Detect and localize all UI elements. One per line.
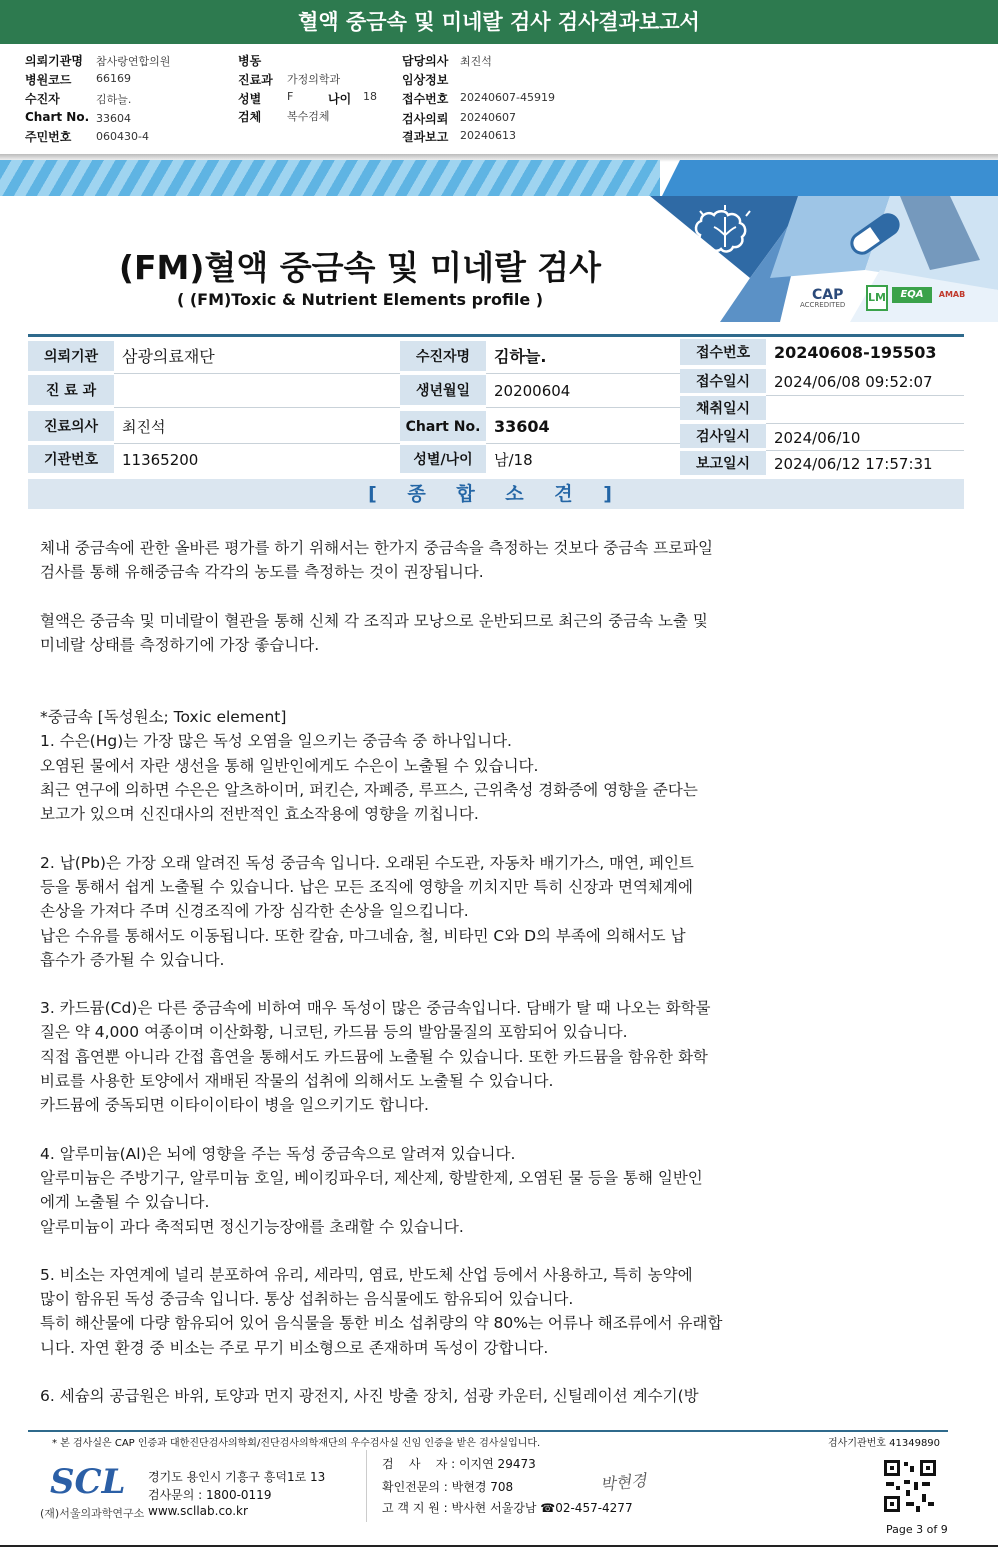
receipt-no-value: 20240607-45919	[460, 91, 555, 104]
request-date-value: 20240607	[460, 111, 516, 124]
clinical-info-label: 임상정보	[402, 73, 449, 87]
receipt-datetime-value: 2024/06/08 09:52:07	[774, 373, 933, 391]
cap-logo: CAP ACCREDITED	[800, 287, 846, 309]
hospital-code-label: 병원코드	[25, 73, 72, 87]
capsule-icon	[845, 208, 905, 260]
collect-datetime-label: 채취일시	[680, 396, 766, 422]
institution-label: 의뢰기관명	[25, 54, 83, 68]
lm-logo: LM	[866, 285, 888, 311]
resident-id-label: 주민번호	[25, 130, 72, 144]
org-name: (재)서울의과학연구소	[40, 1507, 145, 1520]
paragraph-cesium: 6. 세슘의 공급원은 바위, 토양과 먼지 광전지, 사진 방출 장치, 섬광 카운터, 신틸레이션 계수기(방	[40, 1387, 699, 1406]
request-info-table	[28, 334, 964, 478]
customer-support: 고 객 지 원 : 박사현 서울강남 ☎02-457-4277	[382, 1501, 633, 1515]
inquiry-phone: 검사문의 : 1800-0119	[148, 1488, 272, 1502]
request-date-label: 검사의뢰	[402, 112, 449, 126]
inst-no-label: 기관번호	[28, 445, 114, 475]
name-label: 수진자명	[400, 341, 486, 373]
ward-label: 병동	[238, 54, 262, 68]
paragraph-aluminum: 4. 알루미늄(Al)은 뇌에 영향을 주는 독성 중금속으로 알려져 있습니다. 알루미늄은 주방기구, 알루미늄 호일, 베이킹파우더, 제산제, 항발한제, 오염된 물 등을 통해 일반인 에게 노출될 수 있습니다. 알루미늄이 과다 축적되면 정신기능장애를 초래할 수 있습니다.	[40, 1144, 703, 1236]
lab-inst-no: 검사기관번호 41349890	[828, 1438, 941, 1449]
test-datetime-label: 검사일시	[680, 424, 766, 450]
birth-value: 20200604	[494, 382, 571, 400]
tester: 검 사 자 : 이지연 29473	[382, 1457, 536, 1471]
bottom-rule	[0, 1545, 998, 1547]
dept-value	[114, 375, 122, 407]
page-number: Page 3 of 9	[886, 1523, 948, 1536]
report-header-title: 혈액 중금속 및 미네랄 검사 검사결과보고서	[0, 0, 998, 44]
age-value: 18	[363, 90, 377, 103]
birth-label: 생년월일	[400, 375, 486, 407]
qr-code-icon	[882, 1458, 938, 1514]
receipt-no-value: 20240608-195503	[774, 343, 937, 362]
paragraph-blood: 혈액은 중금속 및 미네랄이 혈관을 통해 신체 각 조직과 모낭으로 운반되므로 최근의 중금속 노출 및 미네랄 상태를 측정하기에 가장 좋습니다.	[40, 611, 708, 654]
patient-info-block	[0, 44, 998, 156]
summary-heading: [ 종 합 소 견 ]	[28, 479, 964, 509]
dept-value: 가정의학과	[287, 73, 341, 86]
chart-value: 33604	[494, 417, 550, 436]
collect-datetime-value	[766, 396, 774, 422]
dept-label: 진 료 과	[28, 375, 114, 407]
report-date-label: 결과보고	[402, 130, 449, 144]
document-title: (FM)혈액 중금속 및 미네랄 검사	[118, 248, 602, 287]
doctor-label: 담당의사	[402, 54, 449, 68]
specimen-value: 복수검체	[287, 110, 330, 123]
sex-age-value: 남/18	[494, 451, 533, 469]
scl-logo: SCL	[50, 1462, 126, 1502]
hospital-code-value: 66169	[96, 72, 131, 85]
sex-label: 성별	[238, 92, 262, 106]
report-datetime-value: 2024/06/12 17:57:31	[774, 455, 933, 473]
footer-divider	[28, 1430, 948, 1432]
footer-separator	[366, 1450, 370, 1522]
receipt-no-label: 접수번호	[680, 339, 766, 367]
doctor-value: 최진석	[460, 55, 492, 68]
resident-id-value: 060430-4	[96, 130, 149, 143]
name-value: 김하늘.	[494, 347, 547, 366]
sex-age-label: 성별/나이	[400, 445, 486, 475]
specimen-label: 검체	[238, 110, 262, 124]
banner-stripes	[0, 160, 660, 196]
report-date-value: 20240613	[460, 129, 516, 142]
examinee-value: 김하늘.	[96, 93, 132, 106]
chart-label: Chart No.	[400, 411, 486, 443]
paragraph-cadmium: 3. 카드뮴(Cd)은 다른 중금속에 비하여 매우 독성이 많은 중금속입니다. 담배가 탈 때 나오는 화학물 질은 약 4,000 여종이며 이산화황, 니코틴, 카드뮴 등의 발암물질의 포함되어 있습니다. 직접 흡연뿐 아니라 간접 흡연을 통해서도 카드뮴에 노출될 수 있습니다. 또한 카드뮴을 함유한 화학 비료를 사용한 토양에서 재배된 작물의 섭취에 의해서도 노출될 수 있습니다. 카드뮴에 중독되면 이타이이타이 병을 일으키기도 합니다.	[40, 999, 711, 1115]
website-link[interactable]: www.scllab.co.kr	[148, 1504, 248, 1518]
paragraph-mercury: *중금속 [독성원소; Toxic element] 1. 수은(Hg)는 가장 많은 독성 오염을 일으키는 중금속 중 하나입니다. 오염된 물에서 자란 생선을 통해 일반인에게도 수은이 노출될 수 있습니다. 최근 연구에 의하면 수은은 알츠하이머, 퍼킨슨, 자폐증, 루프스, 근위축성 경화증에 영향을 준다는 보고가 있으며 신진대사의 전반적인 효소작용에 영향을 끼칩니다.	[40, 708, 698, 824]
examinee-label: 수진자	[25, 92, 60, 106]
receipt-no-label: 접수번호	[402, 92, 449, 106]
dept-label: 진료과	[238, 73, 273, 87]
address: 경기도 용인시 기흥구 흥덕1로 13	[148, 1470, 326, 1484]
eqa-logo: EQA	[892, 287, 932, 303]
age-label: 나이	[328, 92, 352, 106]
req-inst-value: 삼광의료재단	[122, 347, 215, 366]
report-datetime-label: 보고일시	[680, 451, 766, 477]
document-subtitle: ( (FM)Toxic & Nutrient Elements profile )	[176, 290, 544, 309]
chart-label: Chart No.	[25, 110, 90, 124]
chart-value: 33604	[96, 112, 131, 125]
accreditation-note: * 본 검사실은 CAP 인증과 대한진단검사의학회/진단검사의학재단의 우수검사실 신임 인증을 받은 검사실입니다.	[52, 1438, 541, 1449]
inst-no-value: 11365200	[122, 451, 199, 469]
signature: 박현경	[599, 1470, 648, 1495]
sex-value: F	[287, 90, 294, 103]
doctor-value: 최진석	[122, 418, 166, 436]
test-datetime-value: 2024/06/10	[774, 429, 861, 447]
paragraph-lead: 2. 납(Pb)은 가장 오래 알려진 독성 중금속 입니다. 오래된 수도관, 자동차 배기가스, 매연, 페인트 등을 통해서 쉽게 노출될 수 있습니다. 납은 모든 조직에 영향을 끼치지만 특히 신장과 면역체계에 손상을 가져다 주며 신경조직에 가장 심각한 손상을 일으킵니다. 납은 수유를 통해서도 이동됩니다. 또한 칼슘, 마그네슘, 철, 비타민 C와 D의 부족에 의해서도 납 흡수가 증가될 수 있습니다.	[40, 853, 694, 969]
verifier: 확인전문의 : 박현경 708	[382, 1480, 514, 1494]
paragraph-arsenic: 5. 비소는 자연계에 널리 분포하여 유리, 세라믹, 염료, 반도체 산업 등에서 사용하고, 특히 농약에 많이 함유된 독성 중금속 입니다. 통상 섭취하는 음식물에도 함유되어 있습니다. 특히 해산물에 다량 함유되어 있어 음식물을 통한 비소 섭취량의 약 80%는 어류나 해조류에서 유래합 니다. 자연 환경 중 비소는 주로 무기 비소형으로 존재하며 독성이 강합니다.	[40, 1265, 723, 1357]
doctor-label: 진료의사	[28, 411, 114, 443]
amab-logo: AMAB	[938, 290, 966, 299]
summary-body	[40, 536, 770, 1408]
receipt-datetime-label: 접수일시	[680, 369, 766, 395]
req-inst-label: 의뢰기관	[28, 341, 114, 373]
paragraph-intro: 체내 중금속에 관한 올바른 평가를 하기 위해서는 한가지 중금속을 측정하는 것보다 중금속 프로파일 검사를 통해 유해중금속 각각의 농도를 측정하는 것이 권장됩니다.	[40, 539, 714, 582]
institution-value: 참사랑연합의원	[96, 55, 171, 68]
